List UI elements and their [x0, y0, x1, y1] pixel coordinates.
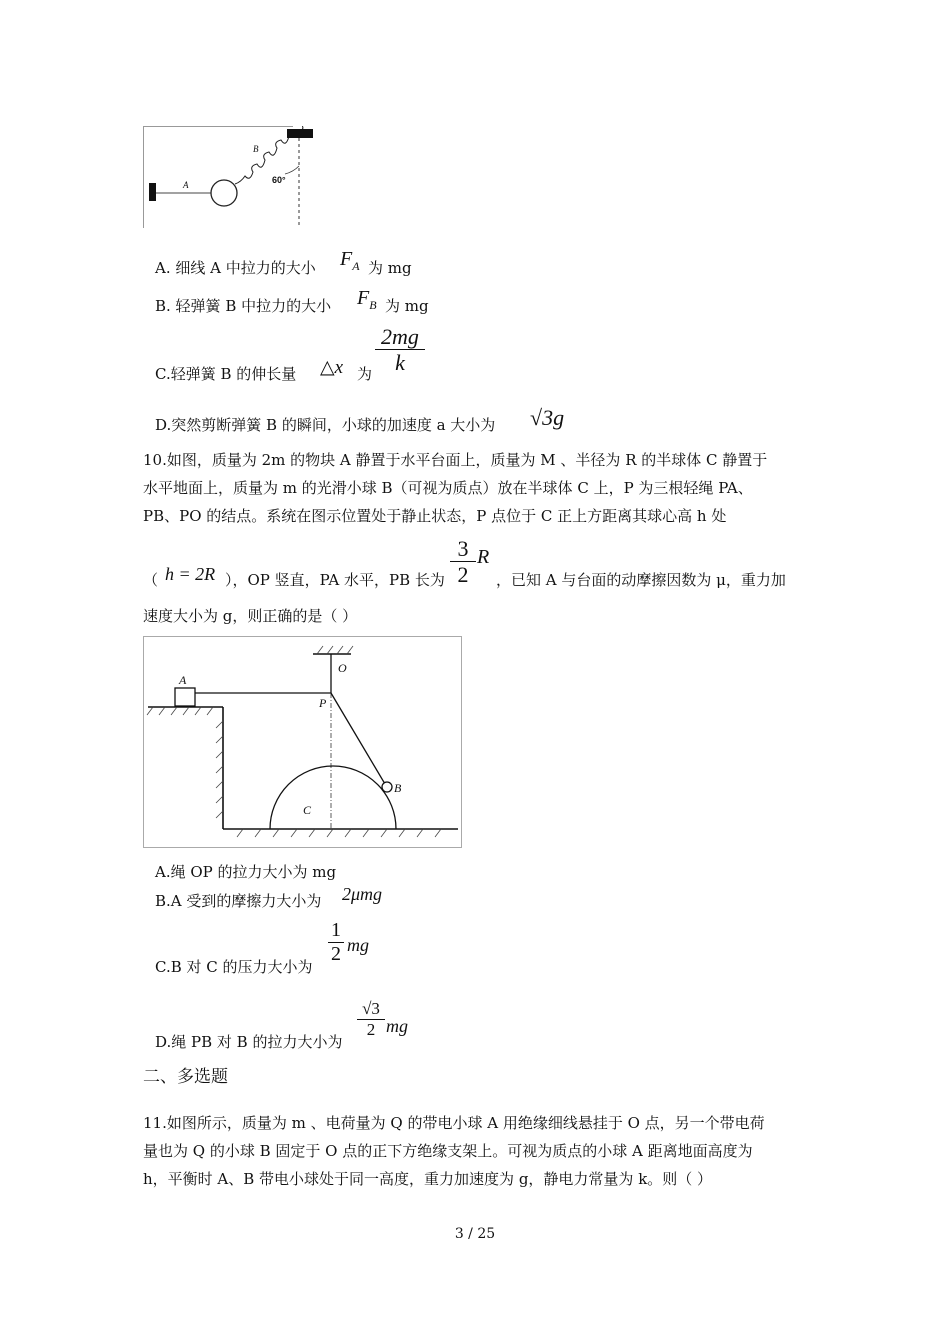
q10-option-d: D.绳 PB 对 B 的拉力大小为: [155, 1033, 343, 1051]
q10-option-a: A.绳 OP 的拉力大小为 mg: [155, 863, 337, 881]
q10-option-c-after: mg: [347, 935, 369, 955]
label-a: A: [179, 673, 187, 687]
q9-option-c-fraction: 2mg k: [375, 325, 425, 374]
label-b: B: [253, 144, 259, 154]
q10-line4-post: ，已知 A 与台面的动摩擦因数为 μ，重力加: [496, 571, 786, 589]
label-p: P: [319, 696, 327, 710]
q10-option-c-fraction: 1 2: [328, 920, 344, 965]
q11-line3: h，平衡时 A、B 带电小球处于同一高度，重力加速度为 g，静电力常量为 k。则（ ）: [143, 1170, 713, 1188]
q10-line3: PB、PO 的结点。系统在图示位置处于静止状态，P 点位于 C 正上方距离其球心高 h 处: [143, 507, 727, 525]
q9-option-c-after: 为: [357, 365, 373, 383]
q10-option-b-math: 2μmg: [342, 884, 383, 904]
label-a: A: [183, 180, 189, 190]
label-o: O: [338, 661, 347, 675]
q10-line4-fraction: 3 2: [450, 537, 476, 586]
q10-line4-pre: （: [143, 571, 159, 589]
q9-option-a-math: $F_A$: [340, 248, 360, 273]
q11-line1: 11.如图所示，质量为 m 、电荷量为 Q 的带电小球 A 用绝缘细线悬挂于 O 点，另一个带电荷: [143, 1114, 765, 1132]
q10-line4-r: R: [477, 546, 490, 568]
q10-line1: 10.如图，质量为 2m 的物块 A 静置于水平台面上，质量为 M 、半径为 R 的半球体 C 静置于: [143, 451, 768, 469]
q9-option-b-after: 为 mg: [385, 297, 429, 315]
q10-line4-mid: ），OP 竖直，PA 水平，PB 长为: [225, 571, 445, 589]
page-number: 3 / 25: [454, 1226, 496, 1242]
q10-option-d-after: mg: [386, 1016, 408, 1036]
q9-option-d-math: √3g: [530, 405, 565, 430]
q9-option-c-math: △x: [320, 357, 344, 378]
q11-line2: 量也为 Q 的小球 B 固定于 O 点的正下方绝缘支架上。可视为质点的小球 A 距离地面高度为: [143, 1142, 753, 1160]
q10-line5: 速度大小为 g，则正确的是（ ）: [143, 607, 358, 625]
q9-option-b: B. 轻弹簧 B 中拉力的大小: [155, 297, 332, 315]
q9-option-c: C.轻弹簧 B 的伸长量: [155, 365, 297, 383]
q9-option-a-after: 为 mg: [368, 259, 412, 277]
label-angle: 60°: [272, 175, 286, 185]
q9-option-d: D.突然剪断弹簧 B 的瞬间，小球的加速度 a 大小为: [155, 416, 496, 434]
q10-option-d-fraction: √3 2: [357, 1000, 385, 1039]
label-b: B: [394, 781, 402, 795]
q9-option-a-text: A. 细线 A 中拉力的大小: [155, 259, 316, 277]
spring-ball-figure: [143, 126, 321, 228]
q10-line2: 水平地面上，质量为 m 的光滑小球 B（可视为质点）放在半球体 C 上，P 为三根轻绳 PA、: [143, 479, 753, 497]
q9-option-b-math: $F_B$: [357, 287, 377, 312]
q9-option-a: [155, 258, 316, 278]
hemisphere-figure: [143, 636, 463, 848]
q10-option-b: B.A 受到的摩擦力大小为: [155, 892, 322, 910]
q10-option-c: C.B 对 C 的压力大小为: [155, 958, 313, 976]
q10-line4-math: h = 2R: [165, 564, 216, 584]
section-title: 二、多选题: [143, 1067, 228, 1087]
label-c: C: [303, 803, 312, 817]
